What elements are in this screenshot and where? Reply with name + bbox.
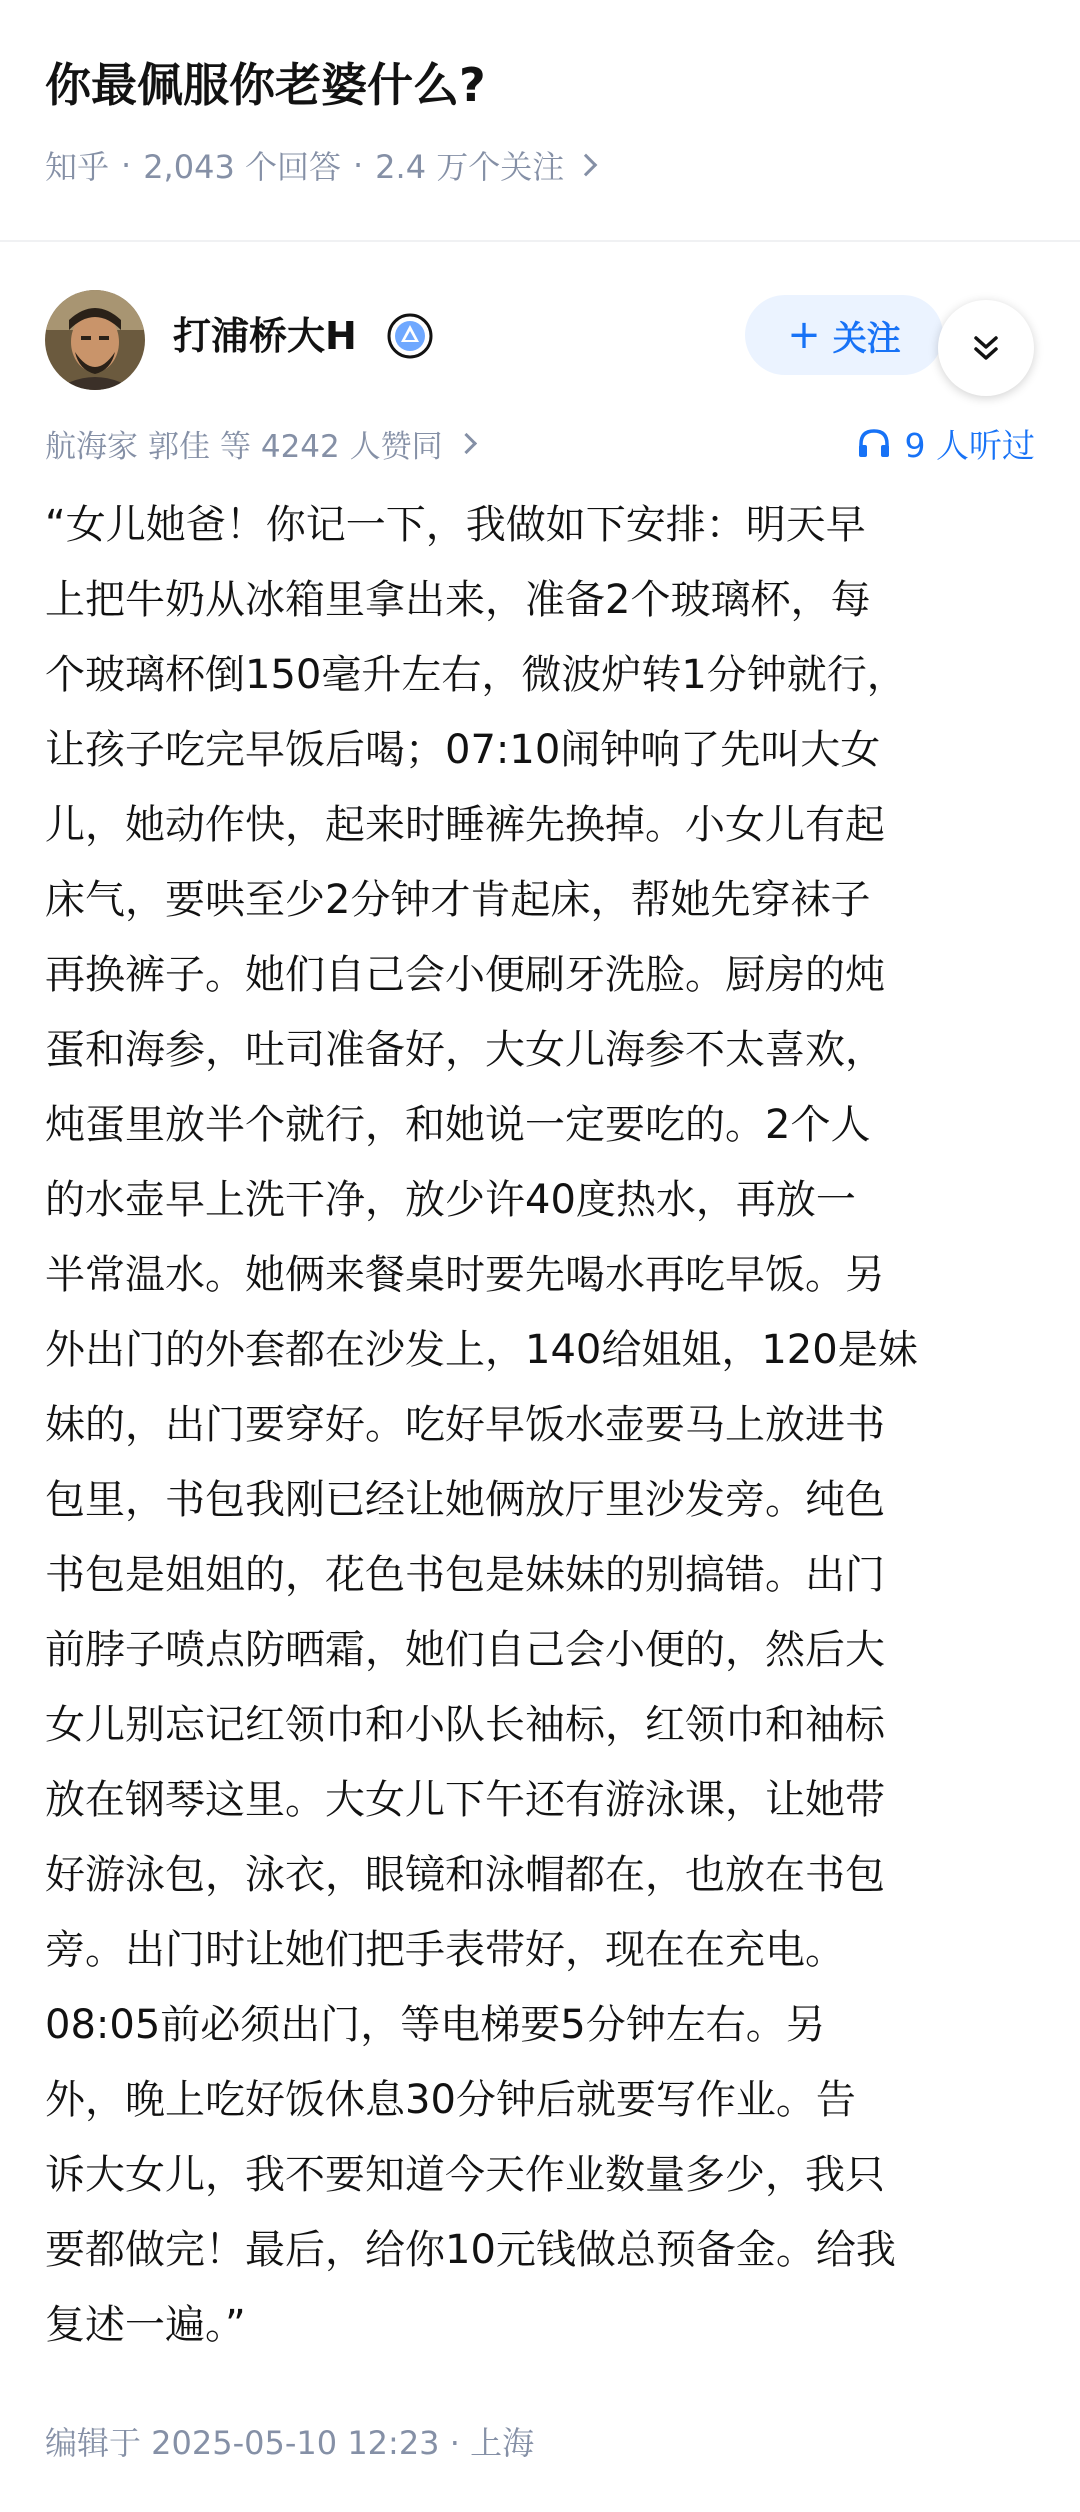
edit-location: 上海 (470, 2424, 535, 2462)
headphones-icon (857, 428, 891, 458)
answer-content (45, 488, 1035, 2363)
chevron-right-icon (575, 154, 598, 177)
author-avatar[interactable] (45, 290, 145, 390)
content-line: 旁。出门时让她们把手表带好，现在在充电。 (45, 1927, 845, 1973)
content-line: 上把牛奶从冰箱里拿出来，准备2个玻璃杯，每 (45, 577, 871, 623)
chevron-right-icon (456, 432, 477, 453)
verified-badge-icon (386, 312, 434, 360)
content-line: 外出门的外套都在沙发上，140给姐姐，120是妹 (45, 1327, 918, 1373)
content-line: 好游泳包，泳衣，眼镜和泳帽都在，也放在书包 (45, 1852, 885, 1898)
content-line: 蛋和海参，吐司准备好，大女儿海参不太喜欢， (45, 1027, 885, 1073)
content-line: 妹的，出门要穿好。吃好早饭水壶要马上放进书 (45, 1402, 885, 1448)
content-line: 诉大女儿，我不要知道今天作业数量多少，我只 (45, 2152, 885, 2198)
meta-separator: · (121, 146, 132, 184)
listen-label: 9 人听过 (904, 425, 1035, 465)
edit-timestamp: 编辑于 2025-05-10 12:23 (45, 2424, 440, 2462)
collapse-button[interactable] (938, 300, 1034, 396)
content-line: 要都做完！最后，给你10元钱做总预备金。给我 (45, 2227, 896, 2273)
content-line: 书包是姐姐的，花色书包是妹妹的别搞错。出门 (45, 1552, 885, 1598)
content-line: 外，晚上吃好饭休息30分钟后就要写作业。告 (45, 2077, 856, 2123)
follow-button-label: 关注 (832, 318, 901, 359)
content-line: 儿，她动作快，起来时睡裤先换掉。小女儿有起 (45, 802, 885, 848)
plus-icon: + (787, 312, 821, 358)
upvote-summary[interactable] (45, 418, 474, 468)
content-line: 个玻璃杯倒150毫升左右，微波炉转1分钟就行， (45, 652, 907, 698)
meta-separator: · (352, 146, 364, 184)
content-line: 包里，书包我刚已经让她俩放厅里沙发旁。纯色 (45, 1477, 885, 1523)
avatar-image (45, 290, 145, 390)
author-name[interactable]: 打浦桥大H (173, 314, 357, 358)
source-label: 知乎 (45, 148, 110, 186)
content-line: 让孩子吃完早饭后喝；07:10闹钟响了先叫大女 (45, 727, 881, 773)
meta-separator: · (449, 2424, 471, 2462)
question-title[interactable]: 你最佩服你老婆什么? (45, 58, 486, 112)
followers-count: 2.4 万个关注 (375, 148, 565, 186)
answers-count: 2,043 个回答 (143, 148, 341, 186)
double-chevron-down-icon (969, 331, 1003, 365)
content-line: “女儿她爸！你记一下，我做如下安排：明天早 (45, 502, 866, 548)
voter-name: 航海家 (45, 428, 138, 465)
section-divider (0, 240, 1080, 242)
content-line: 再换裤子。她们自己会小便刷牙洗脸。厨房的炖 (45, 952, 885, 998)
listen-count[interactable] (857, 418, 1036, 468)
content-line: 复述一遍。” (45, 2302, 246, 2348)
content-line: 的水壶早上洗干净，放少许40度热水，再放一 (45, 1177, 856, 1223)
content-line: 炖蛋里放半个就行，和她说一定要吃的。2个人 (45, 1102, 871, 1148)
voter-name: 郭佳 (148, 428, 210, 465)
edit-info (45, 2418, 534, 2468)
upvote-count: 等 4242 人赞同 (220, 428, 443, 465)
question-meta[interactable] (45, 140, 594, 190)
follow-button[interactable] (745, 295, 943, 375)
content-line: 床气，要哄至少2分钟才肯起床，帮她先穿袜子 (45, 877, 871, 923)
content-line: 前脖子喷点防晒霜，她们自己会小便的，然后大 (45, 1627, 885, 1673)
content-line: 半常温水。她俩来餐桌时要先喝水再吃早饭。另 (45, 1252, 885, 1298)
content-line: 女儿别忘记红领巾和小队长袖标，红领巾和袖标 (45, 1702, 885, 1748)
content-line: 08:05前必须出门，等电梯要5分钟左右。另 (45, 2002, 826, 2048)
content-line: 放在钢琴这里。大女儿下午还有游泳课，让她带 (45, 1777, 885, 1823)
